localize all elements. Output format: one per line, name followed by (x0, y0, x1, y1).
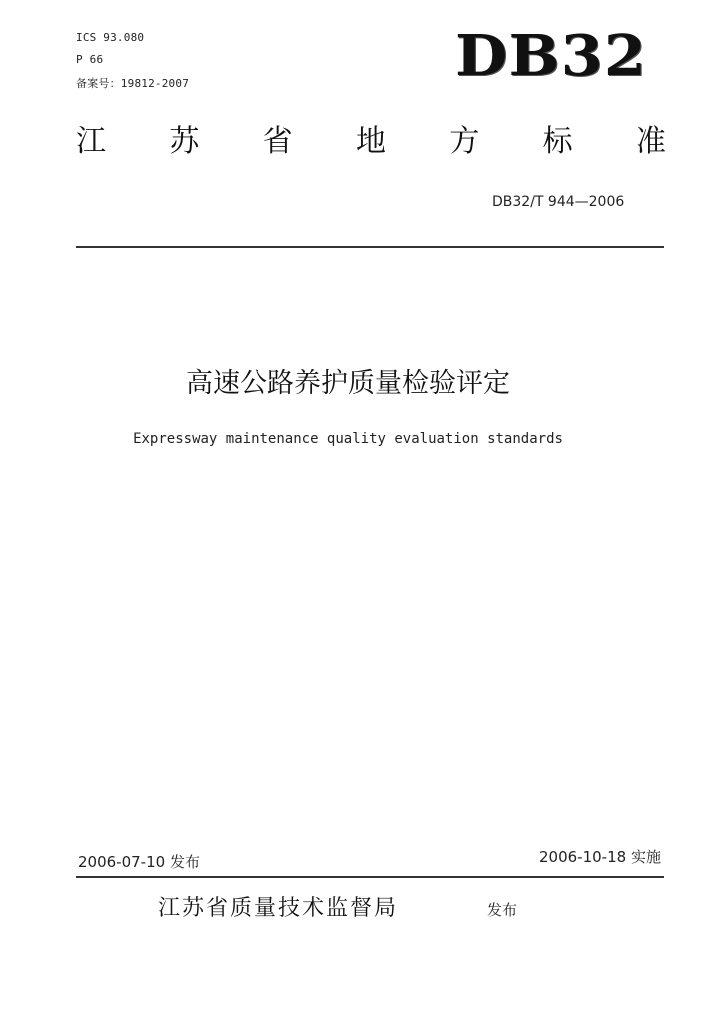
standard-type-char: 苏 (169, 124, 200, 159)
document-title-english: Expressway maintenance quality evaluation standards (133, 431, 563, 447)
issue-date: 2006-07-10 发布 (78, 853, 200, 871)
standard-type-char: 地 (355, 124, 386, 159)
document-title-chinese: 高速公路养护质量检验评定 (186, 368, 510, 399)
classification-code: P 66 (76, 53, 104, 66)
bottom-divider (76, 876, 664, 878)
implementation-date: 2006-10-18 实施 (539, 848, 661, 866)
ics-code: ICS 93.080 (76, 31, 145, 44)
standard-type-char: 江 (76, 124, 106, 159)
standard-type-char: 标 (542, 124, 573, 159)
standard-type-char: 准 (635, 124, 666, 159)
standard-number: DB32/T 944—2006 (492, 194, 625, 210)
record-number: 备案号：19812-2007 (76, 77, 190, 90)
publisher-name: 江苏省质量技术监督局 (158, 896, 399, 921)
standard-logo: DB32 (455, 23, 648, 89)
standard-type-char: 省 (262, 124, 293, 159)
standard-type-char: 方 (449, 124, 480, 159)
top-divider (76, 246, 664, 248)
standard-type-heading (76, 122, 666, 162)
publisher-suffix: 发布 (487, 901, 518, 919)
